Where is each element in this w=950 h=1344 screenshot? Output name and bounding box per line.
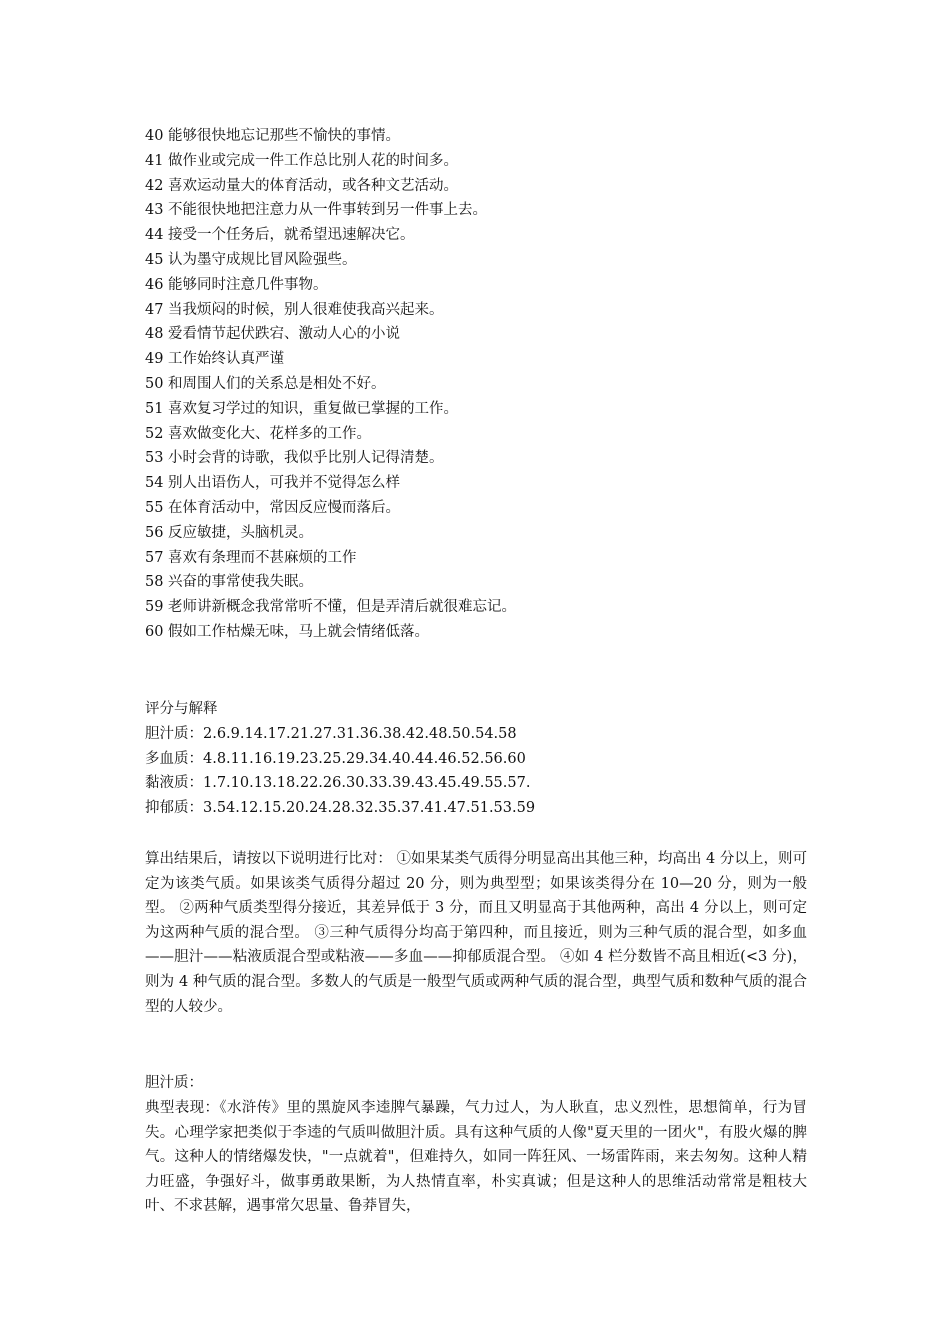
question-item: 57 喜欢有条理而不甚麻烦的工作 xyxy=(145,549,357,566)
question-item: 43 不能很快地把注意力从一件事转到另一件事上去。 xyxy=(145,202,488,219)
scoring-section xyxy=(145,697,825,821)
question-list xyxy=(145,124,825,645)
sanguine-items: 多血质：4.8.11.16.19.23.25.29.34.40.44.46.52.56.60 xyxy=(145,750,526,767)
question-item: 58 兴奋的事常使我失眠。 xyxy=(145,574,314,591)
question-item: 48 爱看情节起伏跌宕、激动人心的小说 xyxy=(145,326,401,343)
question-item: 60 假如工作枯燥无味，马上就会情绪低落。 xyxy=(145,623,430,640)
question-item: 40 能够很快地忘记那些不愉快的事情。 xyxy=(145,128,401,144)
question-item: 54 别人出语伤人，可我并不觉得怎么样 xyxy=(145,475,401,492)
question-item: 44 接受一个任务后，就希望迅速解决它。 xyxy=(145,227,415,244)
choleric-description: 典型表现：《水浒传》里的黑旋风李逵脾气暴躁，气力过人，为人耿直，忠义烈性，思想简单，行为冒失。心理学家把类似于李逵的气质叫做胆汁质。具有这种气质的人像"夏天里的一团火"，有股火爆的脾气。这种人的情绪爆发快，"一点就着"，但难持久，如同一阵狂风、一场雷阵雨，来去匆匆。这种人精力旺盛，争强好斗，做事勇敢果断，为人热情直率，朴实真诚；但是这种人的思维活动常常是粗枝大叶、不求甚解，遇事常欠思量、鲁莽冒失， xyxy=(145,1100,807,1215)
explanation-paragraph: 算出结果后，请按以下说明进行比对： ①如果某类气质得分明显高出其他三种，均高出 4 分以上，则可定为该类气质。如果该类气质得分超过 20 分，则为典型型；如果该类得分在 10—20 分，则为一般型。 ②两种气质类型得分接近，其差异低于 3 分，而且又明显高于其他两种，高出 4 分以上，则可定为这两种气质的混合型。 ③三种气质得分均高于第四种，而且接近，则为三种气质的混合型，如多血——胆汁——粘液质混合型或粘液——多血——抑郁质混合型。 ④如 4 栏分数皆不高且相近(<3 分)，则为 4 种气质的混合型。多数人的气质是一般型气质或两种气质的混合型，典型气质和数种气质的混合型的人较少。 xyxy=(145,851,807,1015)
question-item: 45 认为墨守成规比冒风险强些。 xyxy=(145,251,357,268)
question-item: 59 老师讲新概念我常常听不懂，但是弄清后就很难忘记。 xyxy=(145,599,517,616)
choleric-heading: 胆汁质： xyxy=(145,1075,203,1091)
question-item: 47 当我烦闷的时候，别人很难使我高兴起来。 xyxy=(145,301,444,318)
question-item: 52 喜欢做变化大、花样多的工作。 xyxy=(145,425,372,442)
question-item: 41 做作业或完成一件工作总比别人花的时间多。 xyxy=(145,152,459,169)
question-item: 50 和周围人们的关系总是相处不好。 xyxy=(145,375,386,392)
scoring-title: 评分与解释 xyxy=(145,701,218,717)
question-item: 56 反应敏捷，头脑机灵。 xyxy=(145,524,314,541)
question-item: 53 小时会背的诗歌，我似乎比别人记得清楚。 xyxy=(145,450,444,467)
question-item: 55 在体育活动中，常因反应慢而落后。 xyxy=(145,499,401,516)
question-item: 49 工作始终认真严谨 xyxy=(145,351,285,368)
question-item: 51 喜欢复习学过的知识，重复做已掌握的工作。 xyxy=(145,400,459,417)
question-item: 46 能够同时注意几件事物。 xyxy=(145,276,328,293)
phlegmatic-items: 黏液质：1.7.10.13.18.22.26.30.33.39.43.45.49.55.57. xyxy=(145,775,531,792)
choleric-items: 胆汁质：2.6.9.14.17.21.27.31.36.38.42.48.50.54.58 xyxy=(145,725,517,742)
question-item: 42 喜欢运动量大的体育活动，或各种文艺活动。 xyxy=(145,177,459,194)
melancholic-items: 抑郁质：3.54.12.15.20.24.28.32.35.37.41.47.51.53.59 xyxy=(145,800,536,817)
